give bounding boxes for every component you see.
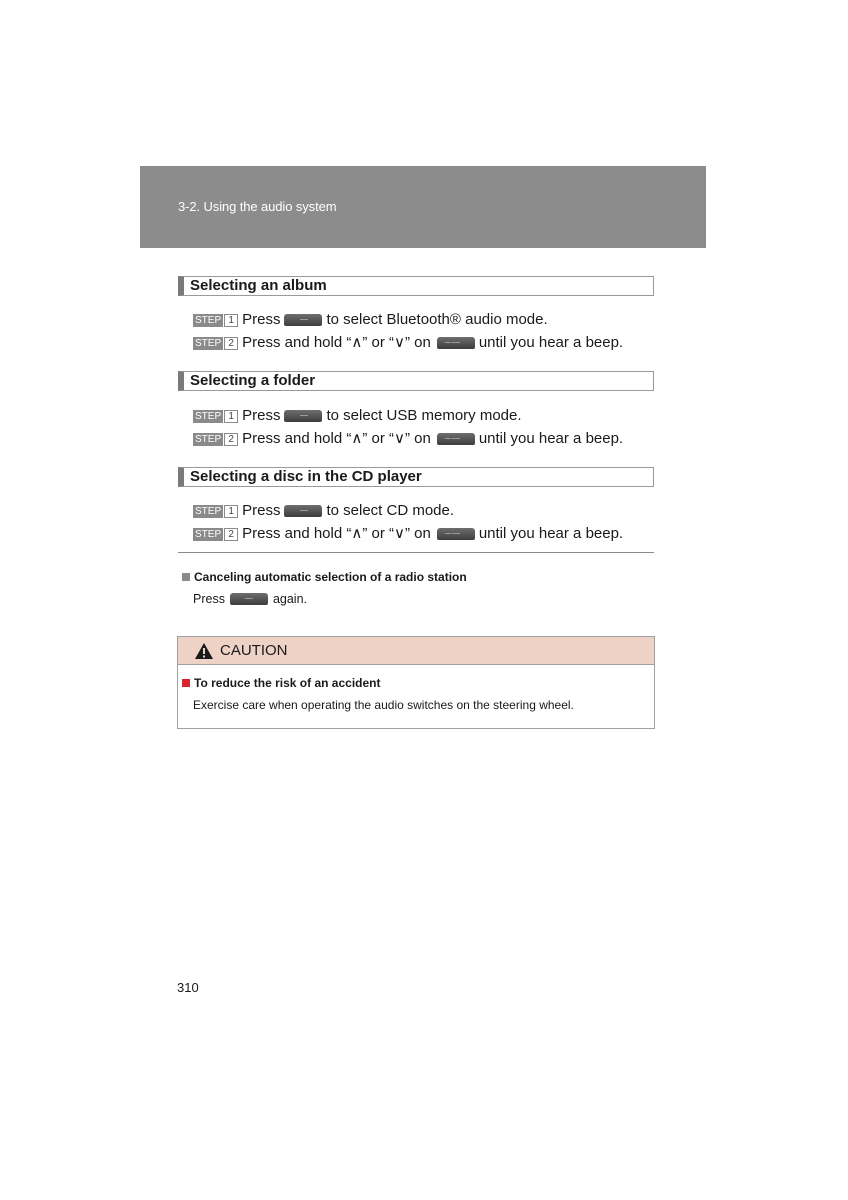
step-2-folder	[193, 429, 623, 449]
step-text-pre: Press and hold “∧” or “∨” on	[242, 334, 431, 351]
step-text-post: until you hear a beep.	[478, 334, 624, 351]
step-badge: STEP 1	[193, 410, 238, 423]
step-badge: STEP 2	[193, 337, 238, 350]
seek-button-icon	[437, 337, 475, 349]
caution-subtitle: To reduce the risk of an accident	[182, 676, 381, 690]
mode-button-icon	[284, 410, 322, 422]
caution-text: Exercise care when operating the audio switches on the steering wheel.	[193, 698, 574, 712]
warning-triangle-icon	[194, 642, 214, 660]
seek-button-icon	[437, 528, 475, 540]
caution-box	[177, 636, 655, 729]
section-header-title: 3-2. Using the audio system	[178, 199, 337, 214]
step-text-post: until you hear a beep.	[478, 525, 624, 542]
step-text-pre: Press	[242, 407, 281, 424]
step-badge: STEP 1	[193, 505, 238, 518]
section-divider	[178, 552, 654, 553]
seek-button-icon	[437, 433, 475, 445]
step-badge: STEP 2	[193, 433, 238, 446]
note-title: Canceling automatic selection of a radio station	[182, 570, 467, 584]
section-title-folder: Selecting a folder	[178, 371, 654, 391]
step-badge: STEP 1	[193, 314, 238, 327]
mode-button-icon	[284, 505, 322, 517]
step-1-album	[193, 310, 548, 330]
red-square-bullet-icon	[182, 679, 190, 687]
page-number: 310	[177, 980, 199, 995]
step-1-cd	[193, 501, 454, 521]
section-title-cd: Selecting a disc in the CD player	[178, 467, 654, 487]
caution-header	[178, 637, 654, 665]
step-text-post: until you hear a beep.	[478, 430, 624, 447]
step-text-pre: Press and hold “∧” or “∨” on	[242, 430, 431, 447]
step-text-post: to select USB memory mode.	[326, 407, 522, 424]
step-text-pre: Press	[242, 502, 281, 519]
section-header-band	[140, 166, 706, 248]
step-badge: STEP 2	[193, 528, 238, 541]
caution-heading: CAUTION	[220, 642, 288, 659]
step-2-album	[193, 333, 623, 353]
step-1-folder	[193, 406, 522, 426]
gray-square-bullet-icon	[182, 573, 190, 581]
step-text-pre: Press and hold “∧” or “∨” on	[242, 525, 431, 542]
step-text-post: to select Bluetooth® audio mode.	[326, 311, 548, 328]
note-body: Press again.	[193, 592, 308, 606]
mode-button-icon	[230, 593, 268, 605]
step-text-post: to select CD mode.	[326, 502, 455, 519]
step-text-pre: Press	[242, 311, 281, 328]
section-title-album: Selecting an album	[178, 276, 654, 296]
step-2-cd	[193, 524, 623, 544]
mode-button-icon	[284, 314, 322, 326]
